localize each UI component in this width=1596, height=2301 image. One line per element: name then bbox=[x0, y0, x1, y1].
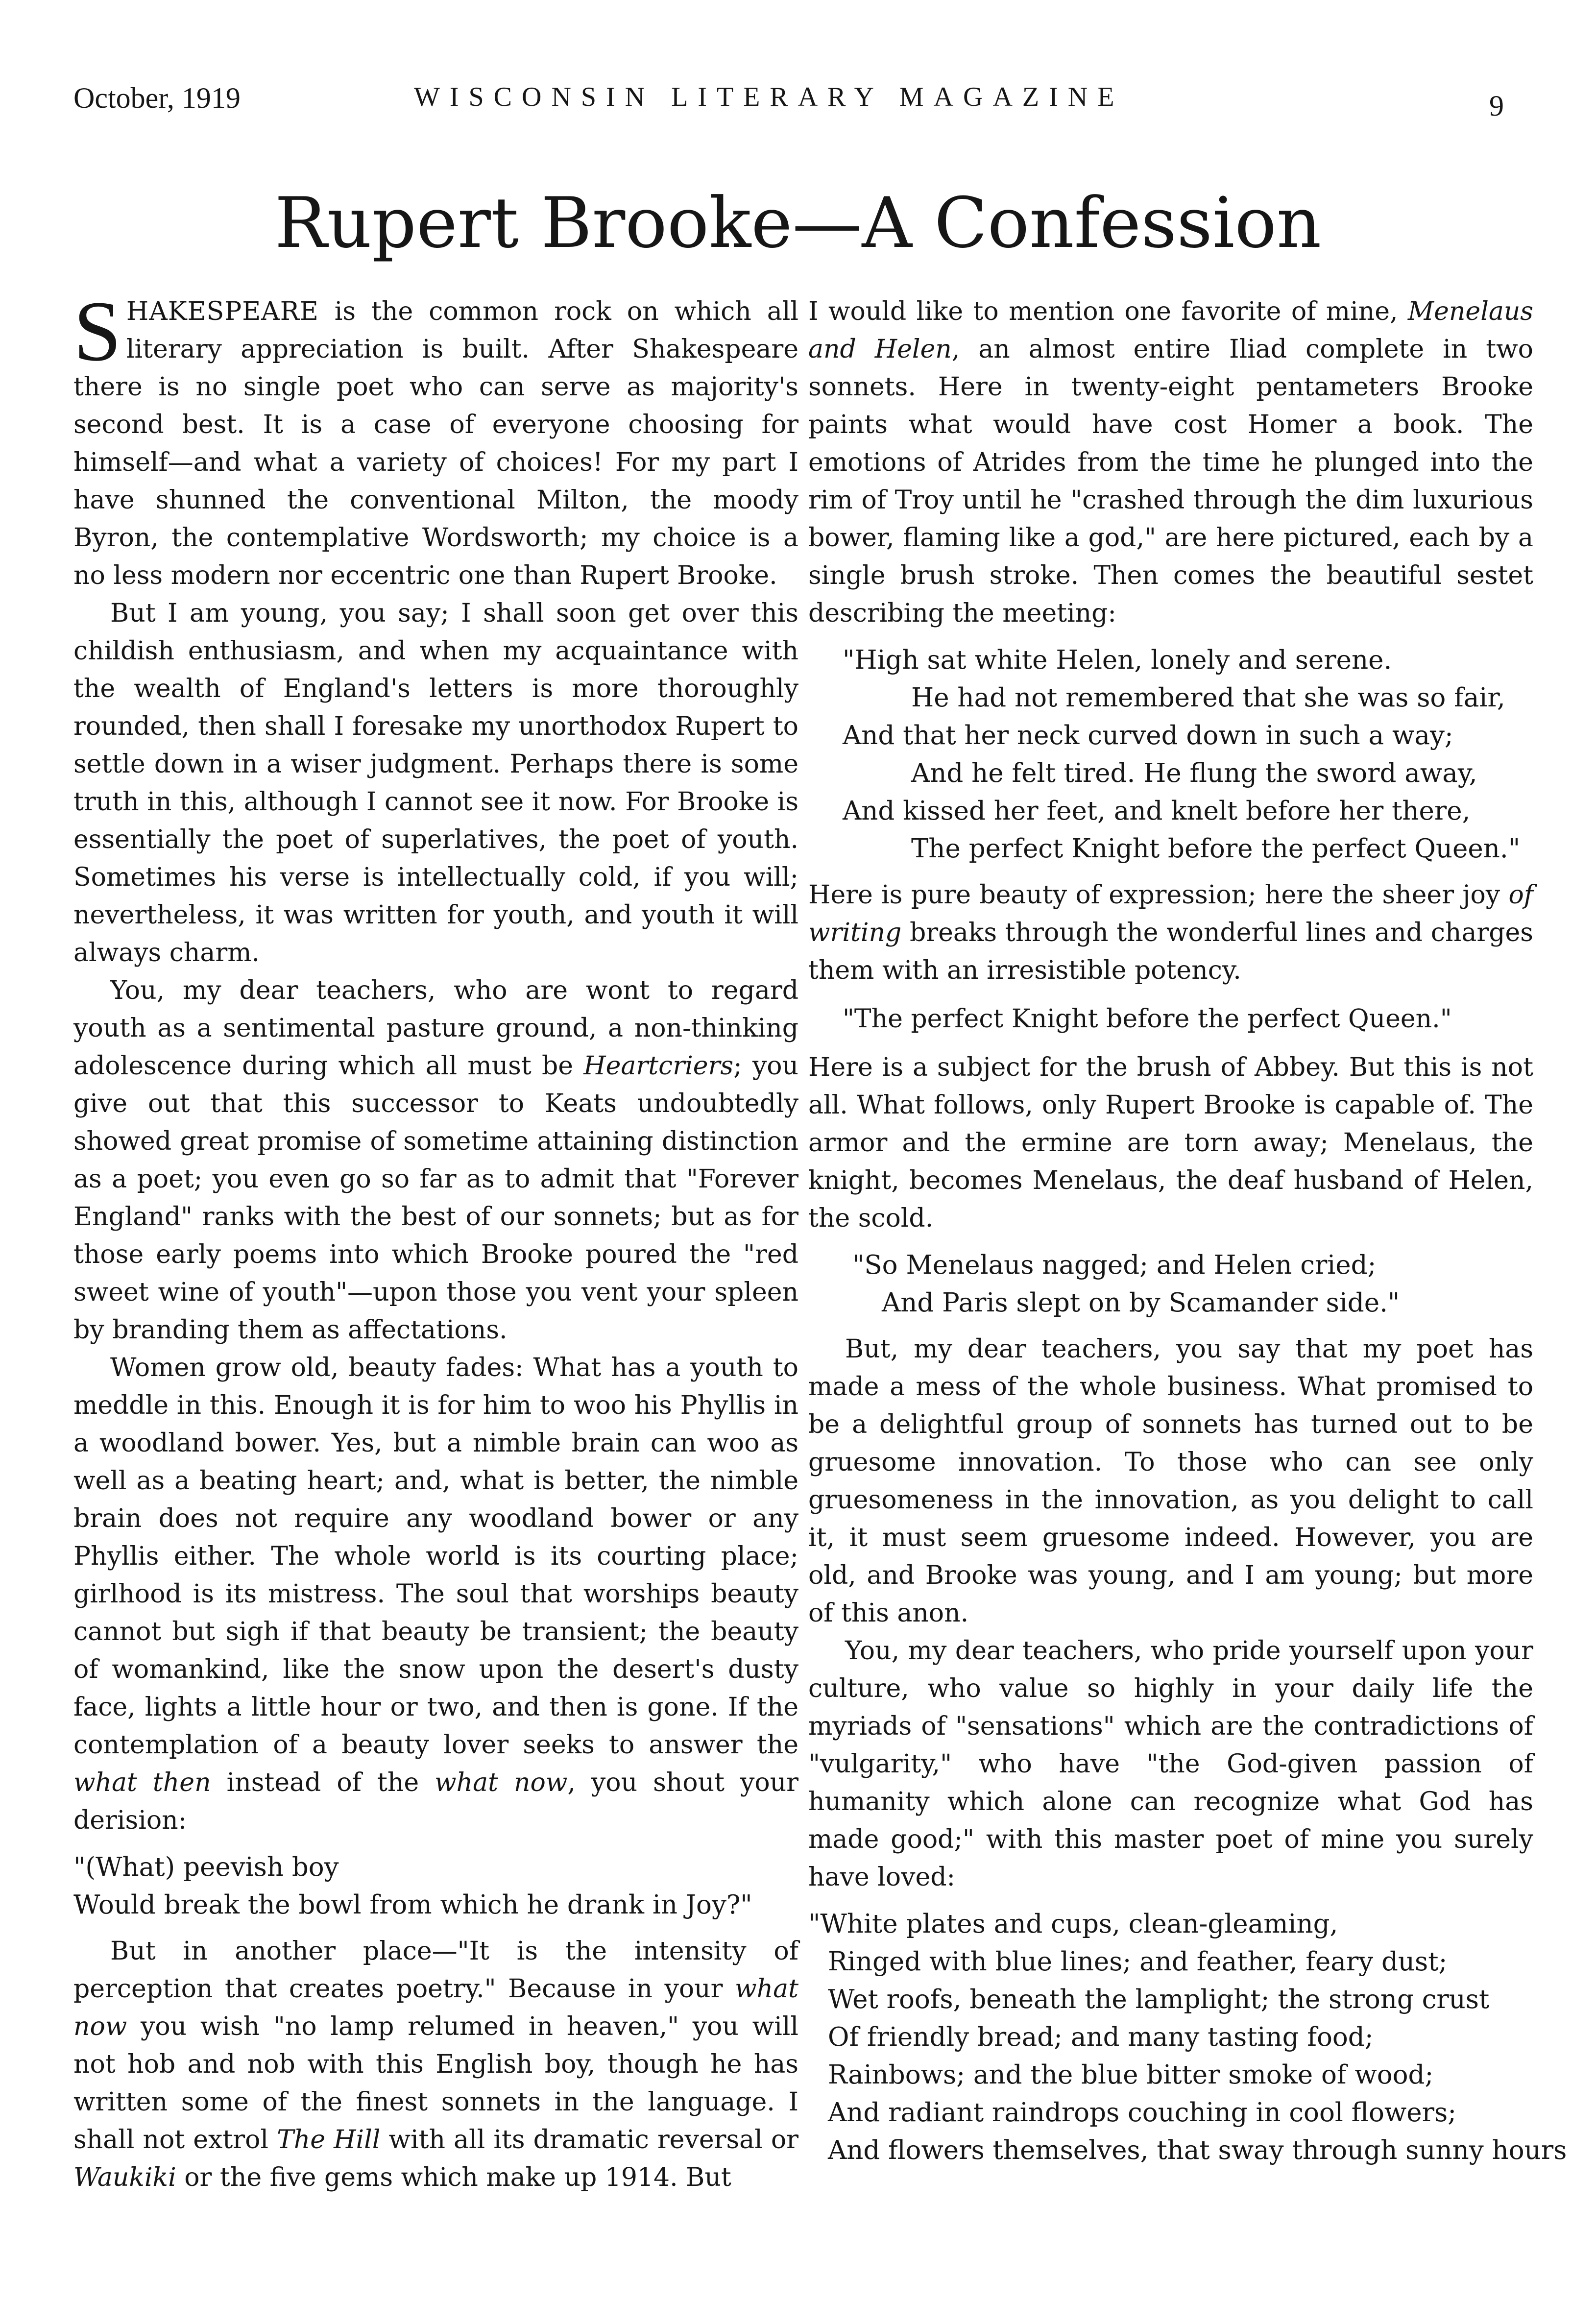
the-hill-italic: The Hill bbox=[277, 2125, 381, 2155]
what-now-italic: what now bbox=[435, 1768, 568, 1797]
paragraph-5-text-c: with all its dramatic reversal or bbox=[380, 2125, 799, 2155]
paragraph-2: But I am young, you say; I shall soon get over this childish enthusiasm, and when my acquaintance with the wealth of England's letters is more thoroughly rounded, then shall I foresake my unorthodox Rupert to settle down in a wiser judgment. Perhaps there is some truth in this, although I cannot see it now. For Brooke is essentially the poet of superlatives, the poet of youth. Sometimes his verse is intellectually cold, if you will; nevertheless, it was written for youth, and youth it will always charm. bbox=[73, 599, 798, 968]
menelaus-helen-italic: Menelaus and Helen bbox=[808, 297, 1533, 364]
paragraph-1-capword: HAKESPEARE bbox=[126, 297, 319, 326]
verse-line: Of friendly bread; and many tasting food; bbox=[828, 2022, 1374, 2052]
verse-line: And radiant raindrops couching in cool flowers; bbox=[828, 2098, 1457, 2128]
paragraph-4-text-b: instead of the bbox=[211, 1768, 435, 1797]
paragraph-6-text-b: , an almost entire Iliad complete in two sonnets. Here in twenty-eight pentameters Brooke paints what would have cost Homer a book. The emotions of Atrides from the time he plunged into the rim of Troy until he "crashed through the dim luxurious bower, flaming like a god," are here pictured, each by a single brush stroke. Then comes the beautiful sestet describing the meeting: bbox=[808, 335, 1533, 628]
verse-line: "High sat white Helen, lonely and serene. bbox=[843, 645, 1392, 675]
paragraph-3 bbox=[73, 972, 798, 1349]
paragraph-4 bbox=[73, 1349, 798, 1840]
paragraph-5-text-b: you wish "no lamp relumed in heaven," you will not hob and nob with this English boy, though he has written some of the finest sonnets in the language. I shall not extrol bbox=[73, 2012, 798, 2155]
verse-helen-sestet bbox=[808, 641, 1533, 868]
paragraph-5 bbox=[73, 1933, 798, 2197]
verse-line: And he felt tired. He flung the sword away, bbox=[911, 758, 1477, 788]
verse-line: Would break the bowl from which he drank in Joy?" bbox=[73, 1890, 752, 1920]
verse-menelaus-nagged bbox=[808, 1246, 1533, 1322]
paragraph-6 bbox=[808, 293, 1533, 632]
drop-cap: S bbox=[73, 284, 121, 379]
verse-line: And flowers themselves, that sway through sunny hours bbox=[828, 2135, 1567, 2165]
verse-line: He had not remembered that she was so fair, bbox=[911, 683, 1505, 713]
paragraph-7 bbox=[808, 876, 1533, 990]
paragraph-3-text-b: ; you give out that this successor to Keats undoubtedly showed great promise of sometime attaining distinction as a poet; you even go so far as to admit that "Forever England" ranks with the best of our sonnets; but as for those early poems into which Brooke poured the "red sweet wine of youth"—upon those you vent your spleen by branding them as affectations. bbox=[73, 1051, 798, 1345]
verse-line: And kissed her feet, and knelt before her there, bbox=[843, 796, 1471, 826]
verse-peevish-boy bbox=[73, 1848, 798, 1924]
paragraph-1 bbox=[73, 284, 798, 595]
verse-line: Wet roofs, beneath the lamplight; the strong crust bbox=[828, 1985, 1490, 2014]
left-column bbox=[73, 284, 799, 2197]
what-then-italic: what then bbox=[73, 1768, 211, 1797]
paragraph-4-text-c: , you shout your derision: bbox=[73, 1768, 799, 1835]
article-title: Rupert Brooke—A Confession bbox=[274, 183, 1322, 264]
verse-line: And that her neck curved down in such a way; bbox=[843, 721, 1453, 751]
waukiki-italic: Waukiki bbox=[73, 2163, 176, 2192]
paragraph-4-text-a: Women grow old, beauty fades: What has a youth to meddle in this. Enough it is for him to woo his Phyllis in a woodland bower. Yes, but a nimble brain can woo as well as a beating heart; and, what is better, the nimble brain does not require any woodland bower or any Phyllis either. The whole world is its courting place; girlhood is its mistress. The soul that worships beauty cannot but sigh if that beauty be transient; the beauty of womankind, like the snow upon the desert's dusty face, lights a little hour or two, and then is gone. If the contemplation of a beauty lover seeks to answer the bbox=[73, 1353, 798, 1760]
paragraph-5-text-a: But in another place—"It is the intensity of perception that creates poetry." Because in your bbox=[73, 1937, 798, 2004]
verse-line: "So Menelaus nagged; and Helen cried; bbox=[852, 1250, 1377, 1280]
magazine-title: WISCONSIN LITERARY MAGAZINE bbox=[414, 82, 1124, 112]
paragraph-7-text-b: breaks through the wonderful lines and charges them with an irresistible potency. bbox=[808, 918, 1533, 985]
heartcriers-italic: Heartcriers bbox=[583, 1051, 734, 1081]
page-number: 9 bbox=[1489, 90, 1504, 122]
right-column bbox=[808, 293, 1567, 2178]
verse-white-plates bbox=[808, 1905, 1567, 2169]
paragraph-7-text-a: Here is pure beauty of expression; here the sheer joy bbox=[808, 880, 1509, 910]
what-now-italic-2: what now bbox=[73, 1974, 798, 2041]
verse-line: Ringed with blue lines; and feather, feary dust; bbox=[828, 1947, 1448, 1977]
issue-date: October, 1919 bbox=[73, 82, 241, 114]
paragraph-8: Here is a subject for the brush of Abbey. But this is not all. What follows, only Rupert Brooke is capable of. The armor and the ermine are torn away; Menelaus, the knight, becomes Menelaus, the deaf husband of Helen, the scold. bbox=[808, 1053, 1533, 1233]
verse-line: And Paris slept on by Scamander side." bbox=[882, 1288, 1400, 1318]
quote-perfect-knight: "The perfect Knight before the perfect Queen." bbox=[843, 1004, 1452, 1034]
verse-line: "White plates and cups, clean-gleaming, bbox=[808, 1909, 1338, 1939]
verse-line: "(What) peevish boy bbox=[73, 1852, 339, 1882]
paragraph-10: You, my dear teachers, who pride yourself upon your culture, who value so highly in your daily life the myriads of "sensations" which are the contradictions of "vulgarity," who have "the God-given passion of humanity which alone can recognize what God has made good;" with this master poet of mine you surely have loved: bbox=[808, 1636, 1533, 1892]
verse-line: Rainbows; and the blue bitter smoke of wood; bbox=[828, 2060, 1434, 2090]
paragraph-1-text: is the common rock on which all literary appreciation is built. After Shakespeare there is no single poet who can serve as majority's second best. It is a case of everyone choosing for himself—and what a variety of choices! For my part I have shunned the conventional Milton, the moody Byron, the contemplative Wordsworth; my choice is a no less modern nor eccentric one than Rupert Brooke. bbox=[73, 297, 798, 590]
paragraph-6-text-a: I would like to mention one favorite of mine, bbox=[808, 297, 1408, 326]
of-writing-italic: of writing bbox=[808, 880, 1533, 947]
paragraph-9: But, my dear teachers, you say that my poet has made a mess of the whole business. What promised to be a delightful group of sonnets has turned out to be gruesome innovation. To those who can see only gruesomeness in the innovation, as you delight to call it, it must seem gruesome indeed. However, you are old, and Brooke was young, and I am young; but more of this anon. bbox=[808, 1334, 1533, 1628]
paragraph-3-text-a: You, my dear teachers, who are wont to regard youth as a sentimental pasture ground, a non-thinking adolescence during which all must be bbox=[73, 976, 798, 1081]
verse-line: The perfect Knight before the perfect Queen." bbox=[911, 834, 1521, 864]
paragraph-5-text-d: or the five gems which make up 1914. But bbox=[176, 2163, 731, 2192]
